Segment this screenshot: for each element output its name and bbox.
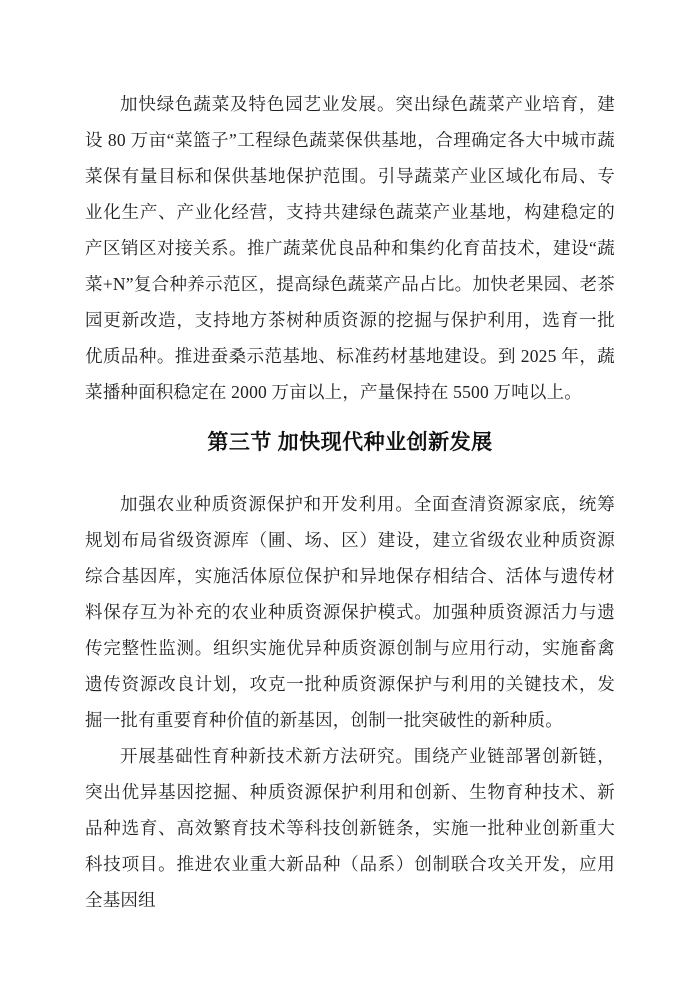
section-heading: 第三节 加快现代种业创新发展 — [207, 430, 493, 454]
body-paragraph-germplasm-resources: 加强农业种质资源保护和开发利用。全面查清资源家底，统筹规划布局省级资源库（圃、场、区）建设，建立省级农业种质资源综合基因库，实施活体原位保护和异地保存相结合、活体与遗传材料保存互为补充的农业种质资源保护模式。加强种质资源活力与遗传完整性监测。组织实施优异种质资源创制与应用行动，实施畜禽遗传资源改良计划，攻克一批种质资源保护与利用的关键技术，发掘一批有重要育种价值的新基因，创制一批突破性的新种质。 — [85, 494, 615, 730]
body-paragraph-breeding-research: 开展基础性育种新技术新方法研究。围绕产业链部署创新链，突出优异基因挖掘、种质资源保护利用和创新、生物育种技术、新品种选育、高效繁育技术等科技创新链条，实施一批种业创新重大科技项目。推进农业重大新品种（品系）创制联合攻关开发，应用全基因组 — [85, 746, 615, 910]
body-paragraph-vegetable-industry: 加快绿色蔬菜及特色园艺业发展。突出绿色蔬菜产业培育，建设 80 万亩“菜篮子”工程绿色蔬菜保供基地，合理确定各大中城市蔬菜保有量目标和保供基地保护范围。引导蔬菜产业区域化布局、专业化生产、产业化经营，支持共建绿色蔬菜产业基地，构建稳定的产区销区对接关系。推广蔬菜优良品种和集约化育苗技术，建设“蔬菜+N”复合种养示范区，提高绿色蔬菜产品占比。加快老果园、老茶园更新改造，支持地方茶树种质资源的挖掘与保护利用，选育一批优质品种。推进蚕桑示范基地、标准药材基地建设。到 2025 年，蔬菜播种面积稳定在 2000 万亩以上，产量保持在 5500 万吨以上。 — [85, 94, 615, 402]
